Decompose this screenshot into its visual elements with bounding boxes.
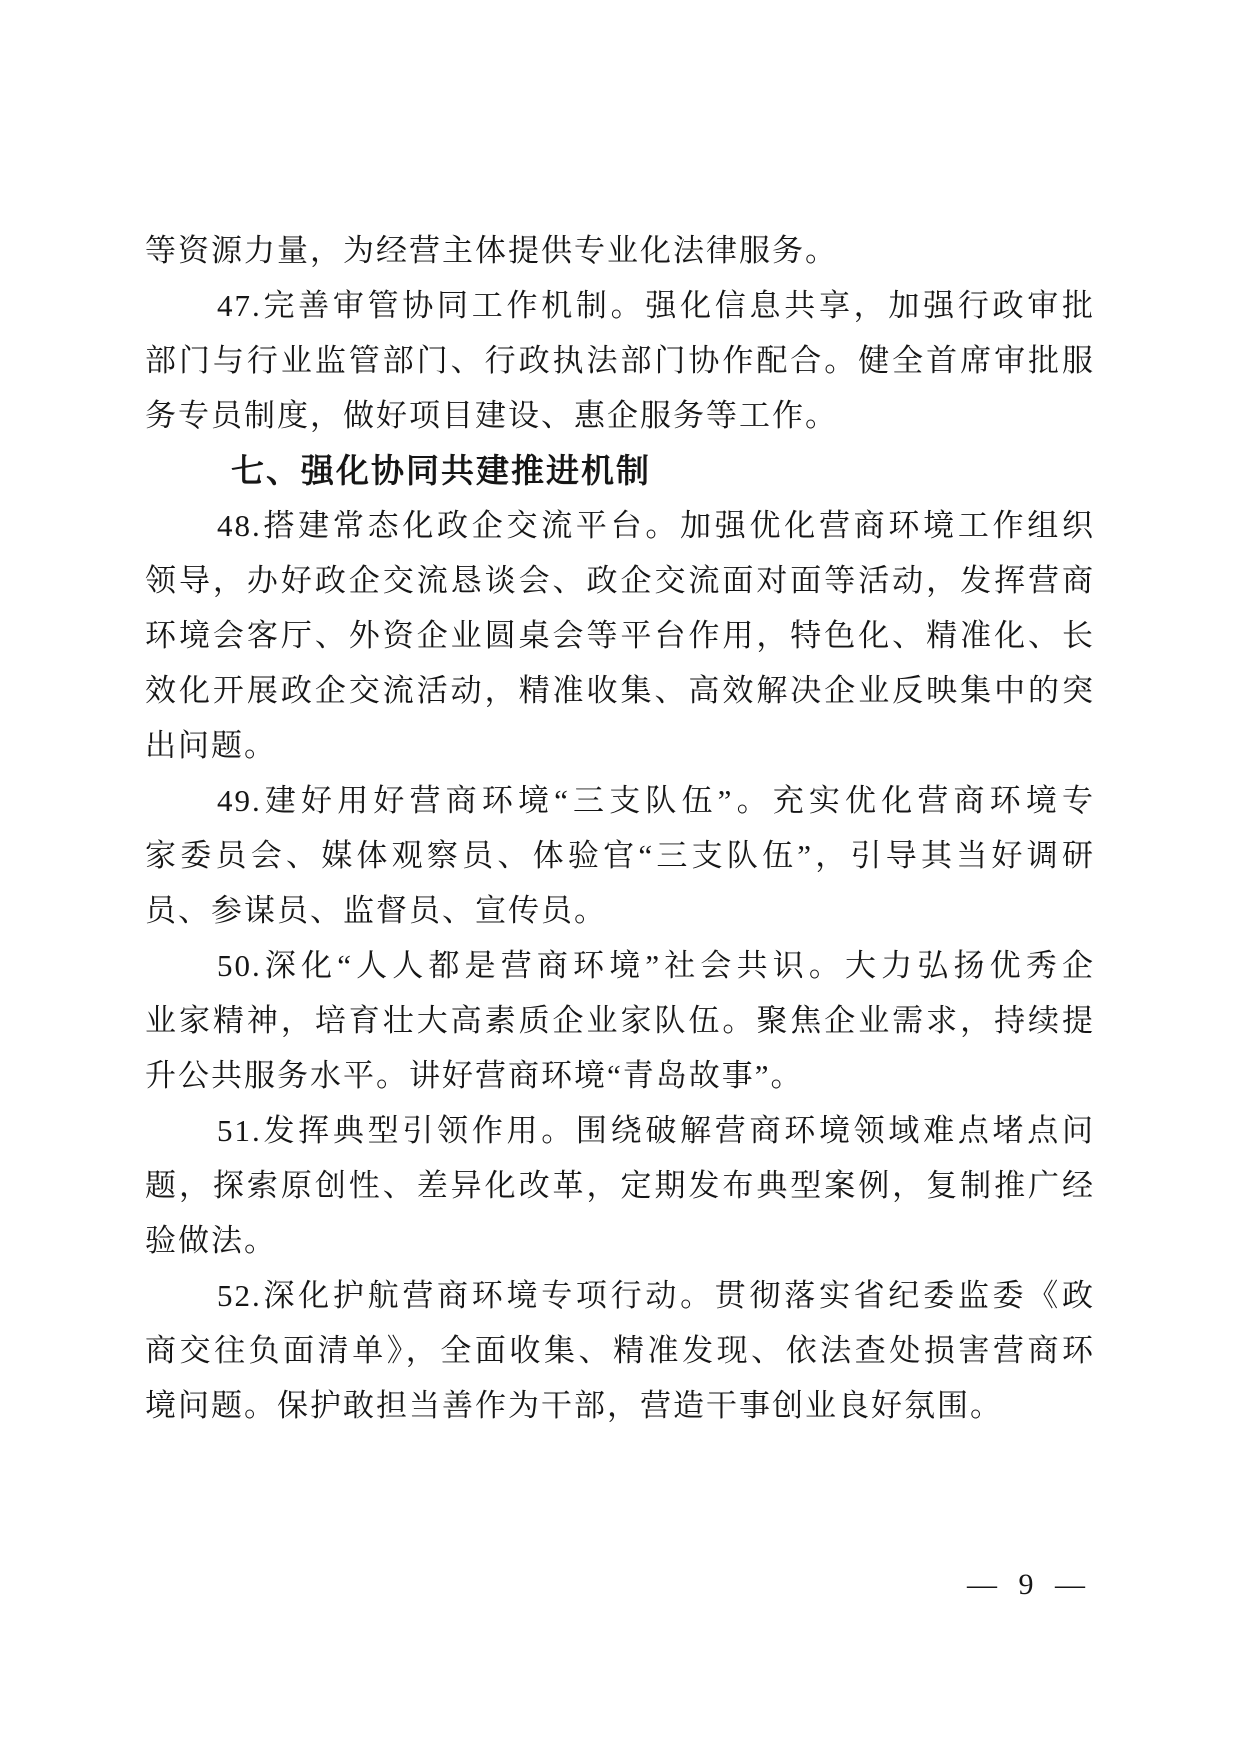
text-line-item-48: 48.搭建常态化政企交流平台。加强优化营商环境工作组织 bbox=[217, 508, 1095, 543]
text-line: 等资源力量，为经营主体提供专业化法律服务。 bbox=[145, 233, 838, 268]
text-line: 部门与行业监管部门、行政执法部门协作配合。健全首席审批服 bbox=[145, 343, 1095, 378]
text-line-item-50: 50.深化“人人都是营商环境”社会共识。大力弘扬优秀企 bbox=[217, 948, 1095, 983]
text-line: 领导，办好政企交流恳谈会、政企交流面对面等活动，发挥营商 bbox=[145, 563, 1095, 598]
text-line: 题，探索原创性、差异化改革，定期发布典型案例，复制推广经 bbox=[145, 1168, 1095, 1203]
text-line: 务专员制度，做好项目建设、惠企服务等工作。 bbox=[145, 398, 838, 433]
document-body bbox=[145, 223, 1095, 1433]
text-line-item-49: 49.建好用好营商环境“三支队伍”。充实优化营商环境专 bbox=[217, 783, 1095, 818]
text-line: 效化开展政企交流活动，精准收集、高效解决企业反映集中的突 bbox=[145, 673, 1095, 708]
text-line: 升公共服务水平。讲好营商环境“青岛故事”。 bbox=[145, 1058, 804, 1093]
text-line-item-47: 47.完善审管协同工作机制。强化信息共享，加强行政审批 bbox=[217, 288, 1095, 323]
section-heading: 七、强化协同共建推进机制 bbox=[231, 452, 651, 489]
text-line-item-51: 51.发挥典型引领作用。围绕破解营商环境领域难点堵点问 bbox=[217, 1113, 1095, 1148]
text-line: 家委员会、媒体观察员、体验官“三支队伍”，引导其当好调研 bbox=[145, 838, 1095, 873]
text-line: 验做法。 bbox=[145, 1223, 277, 1258]
text-line: 境问题。保护敢担当善作为干部，营造干事创业良好氛围。 bbox=[145, 1388, 1003, 1423]
text-line: 商交往负面清单》，全面收集、精准发现、依法查处损害营商环 bbox=[145, 1333, 1095, 1368]
text-line: 环境会客厅、外资企业圆桌会等平台作用，特色化、精准化、长 bbox=[145, 618, 1095, 653]
text-line: 业家精神，培育壮大高素质企业家队伍。聚焦企业需求，持续提 bbox=[145, 1003, 1095, 1038]
text-line: 员、参谋员、监督员、宣传员。 bbox=[145, 893, 607, 928]
text-line: 出问题。 bbox=[145, 728, 277, 763]
page-number: — 9 — bbox=[967, 1568, 1087, 1601]
text-line-item-52: 52.深化护航营商环境专项行动。贯彻落实省纪委监委《政 bbox=[217, 1278, 1095, 1313]
